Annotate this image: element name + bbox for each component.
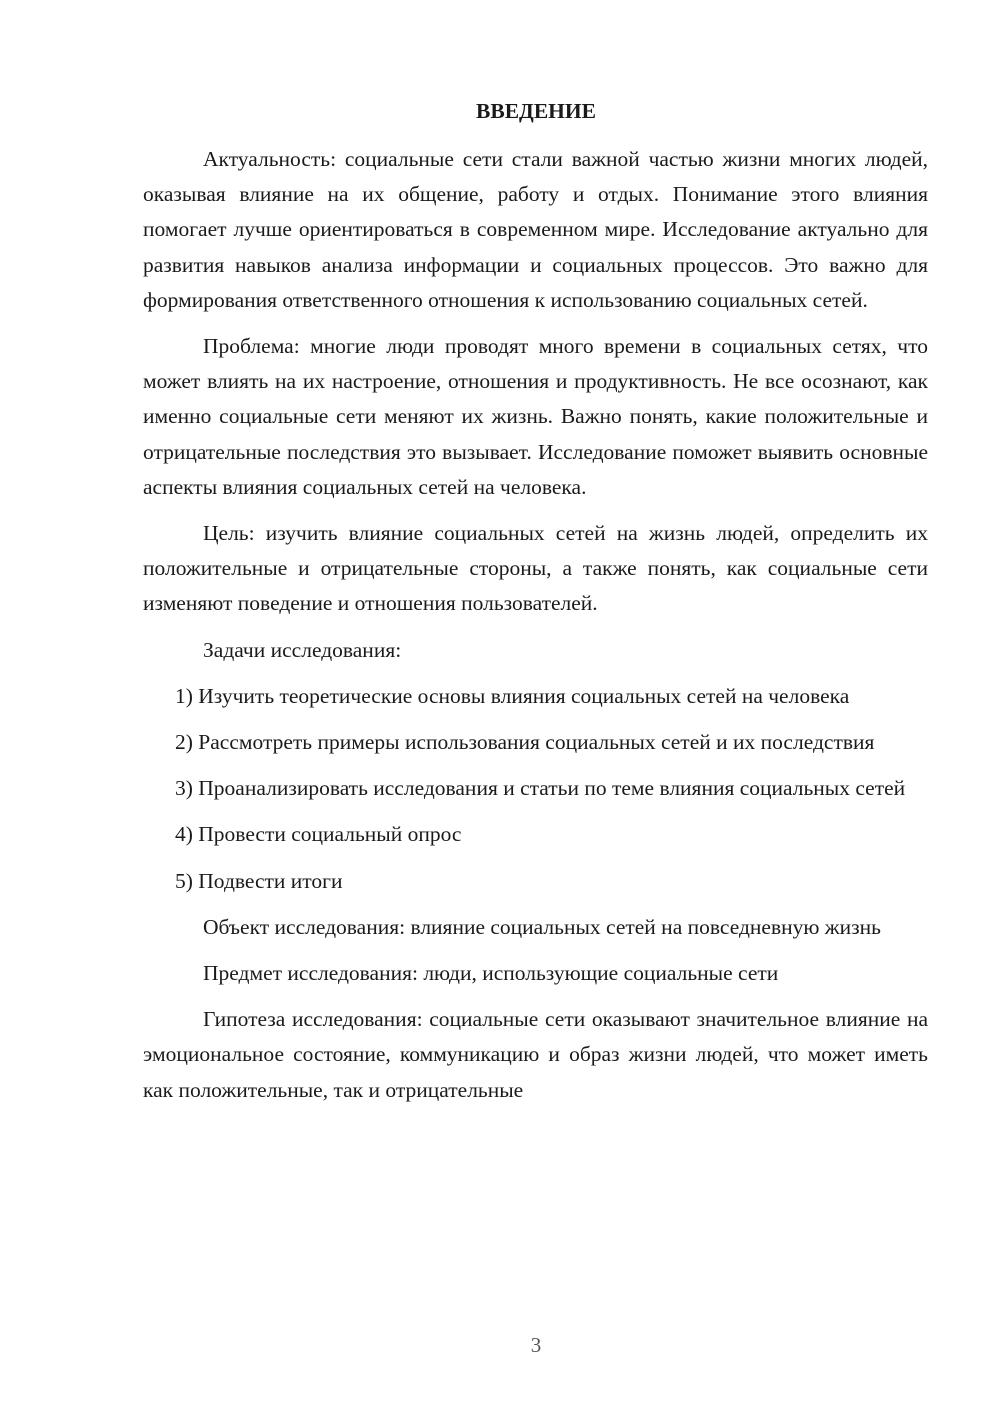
subject-paragraph: Предмет исследования: люди, использующие социальные сети [203, 961, 779, 986]
relevance-paragraph: Актуальность: социальные сети стали важной частью жизни многих людей, оказывая влияние на их общение, работу и отдых. Понимание этого влияния помогает лучше ориентироваться в современном мире. Исследование актуально для развития навыков анализа информации и социальных процессов. Это важно для формирования ответственного отношения к использованию социальных сетей. [143, 147, 928, 312]
task-item-1: 1) Изучить теоретические основы влияния социальных сетей на человека [175, 683, 850, 708]
hypothesis-paragraph: Гипотеза исследования: социальные сети оказывают значительное влияние на эмоциональное состояние, коммуникацию и образ жизни людей, что может иметь как положительные, так и отрицательные [143, 1007, 928, 1102]
task-item-2: 2) Рассмотреть примеры использования социальных сетей и их последствия [175, 730, 875, 755]
object-paragraph: Объект исследования: влияние социальных сетей на повседневную жизнь [203, 914, 881, 939]
page-number: 3 [530, 1333, 542, 1357]
task-item-4: 4) Провести социальный опрос [175, 822, 462, 847]
goal-paragraph: Цель: изучить влияние социальных сетей на жизнь людей, определить их положительные и отрицательные стороны, а также понять, как социальные сети изменяют поведение и отношения пользователей. [143, 521, 928, 616]
task-item-5: 5) Подвести итоги [175, 868, 343, 893]
tasks-heading: Задачи исследования: [203, 637, 402, 662]
problem-paragraph: Проблема: многие люди проводят много времени в социальных сетях, что может влиять на их настроение, отношения и продуктивность. Не все осознают, как именно социальные сети меняют их жизнь. Важно понять, какие положительные и отрицательные последствия это вызывает. Исследование поможет выявить основные аспекты влияния социальных сетей на человека. [143, 334, 928, 499]
page-title: ВВЕДЕНИЕ [476, 99, 596, 123]
document-body [143, 142, 928, 1119]
task-item-3: 3) Проанализировать исследования и статьи по теме влияния социальных сетей [175, 776, 906, 801]
